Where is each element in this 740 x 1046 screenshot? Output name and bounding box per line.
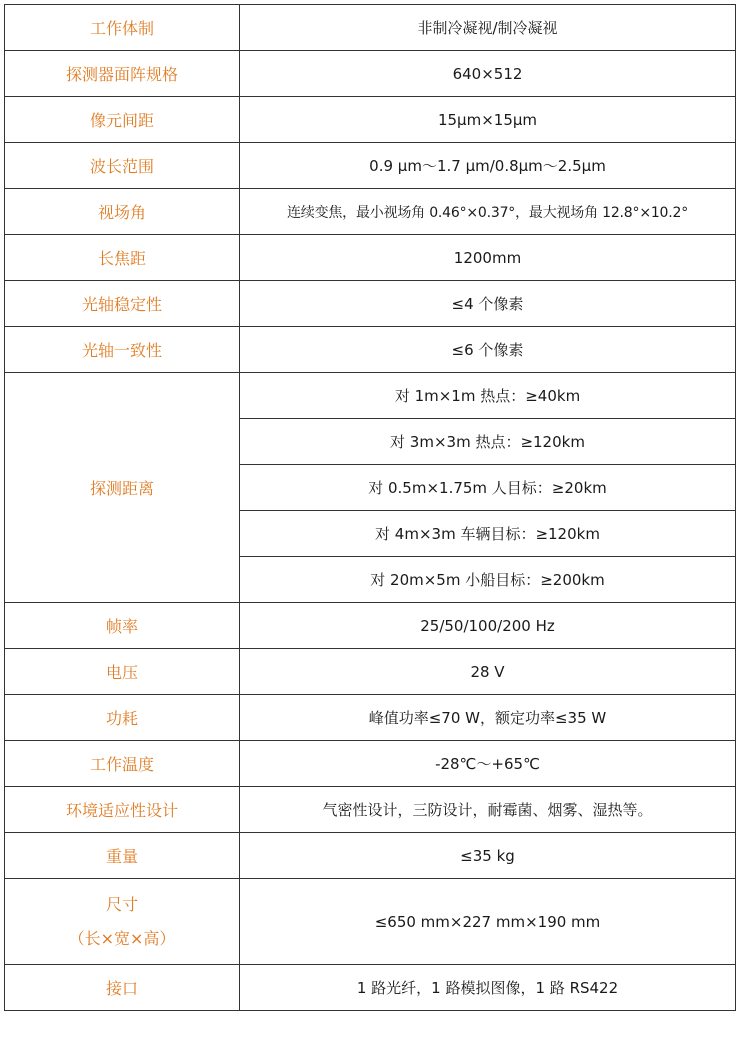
table-row-interface — [5, 965, 736, 1011]
table-row — [5, 649, 736, 695]
row-value: 28 V — [240, 649, 736, 695]
table-row — [5, 143, 736, 189]
detection-value: 对 20m×5m 小船目标：≥200km — [240, 557, 736, 603]
table-row — [5, 235, 736, 281]
spec-table — [4, 4, 736, 1011]
size-value: ≤650 mm×227 mm×190 mm — [240, 879, 736, 965]
row-label: 帧率 — [5, 603, 240, 649]
table-row-detection — [5, 373, 736, 419]
row-label: 重量 — [5, 833, 240, 879]
detection-value: 对 4m×3m 车辆目标：≥120km — [240, 511, 736, 557]
detection-label: 探测距离 — [5, 373, 240, 603]
row-value: 25/50/100/200 Hz — [240, 603, 736, 649]
table-row — [5, 741, 736, 787]
table-row — [5, 5, 736, 51]
interface-value: 1 路光纤，1 路模拟图像，1 路 RS422 — [240, 965, 736, 1011]
row-value: 气密性设计，三防设计，耐霉菌、烟雾、湿热等。 — [240, 787, 736, 833]
table-row — [5, 51, 736, 97]
size-label-line2: （长×宽×高） — [68, 928, 176, 948]
row-label: 功耗 — [5, 695, 240, 741]
detection-value: 对 1m×1m 热点：≥40km — [240, 373, 736, 419]
row-label: 工作温度 — [5, 741, 240, 787]
row-label: 光轴稳定性 — [5, 281, 240, 327]
row-value: ≤35 kg — [240, 833, 736, 879]
row-value: 峰值功率≤70 W，额定功率≤35 W — [240, 695, 736, 741]
row-label: 像元间距 — [5, 97, 240, 143]
table-row — [5, 281, 736, 327]
row-value: 1200mm — [240, 235, 736, 281]
size-label-line1: 尺寸 — [105, 894, 138, 914]
row-value: ≤4 个像素 — [240, 281, 736, 327]
row-value: 640×512 — [240, 51, 736, 97]
table-row — [5, 327, 736, 373]
row-value: 0.9 μm～1.7 μm/0.8μm～2.5μm — [240, 143, 736, 189]
table-row — [5, 833, 736, 879]
detection-value: 对 3m×3m 热点：≥120km — [240, 419, 736, 465]
row-value: 15μm×15μm — [240, 97, 736, 143]
row-label: 电压 — [5, 649, 240, 695]
row-label: 视场角 — [5, 189, 240, 235]
detection-value: 对 0.5m×1.75m 人目标：≥20km — [240, 465, 736, 511]
table-row — [5, 603, 736, 649]
row-value: -28℃～+65℃ — [240, 741, 736, 787]
row-label: 波长范围 — [5, 143, 240, 189]
row-label: 环境适应性设计 — [5, 787, 240, 833]
size-label — [5, 879, 240, 965]
table-row — [5, 695, 736, 741]
row-label: 长焦距 — [5, 235, 240, 281]
table-row — [5, 189, 736, 235]
table-row-size — [5, 879, 736, 965]
table-row — [5, 97, 736, 143]
row-label: 光轴一致性 — [5, 327, 240, 373]
row-value: ≤6 个像素 — [240, 327, 736, 373]
interface-label: 接口 — [5, 965, 240, 1011]
row-label: 探测器面阵规格 — [5, 51, 240, 97]
row-label: 工作体制 — [5, 5, 240, 51]
row-value: 连续变焦，最小视场角 0.46°×0.37°，最大视场角 12.8°×10.2° — [240, 189, 736, 235]
table-row — [5, 787, 736, 833]
row-value: 非制冷凝视/制冷凝视 — [240, 5, 736, 51]
